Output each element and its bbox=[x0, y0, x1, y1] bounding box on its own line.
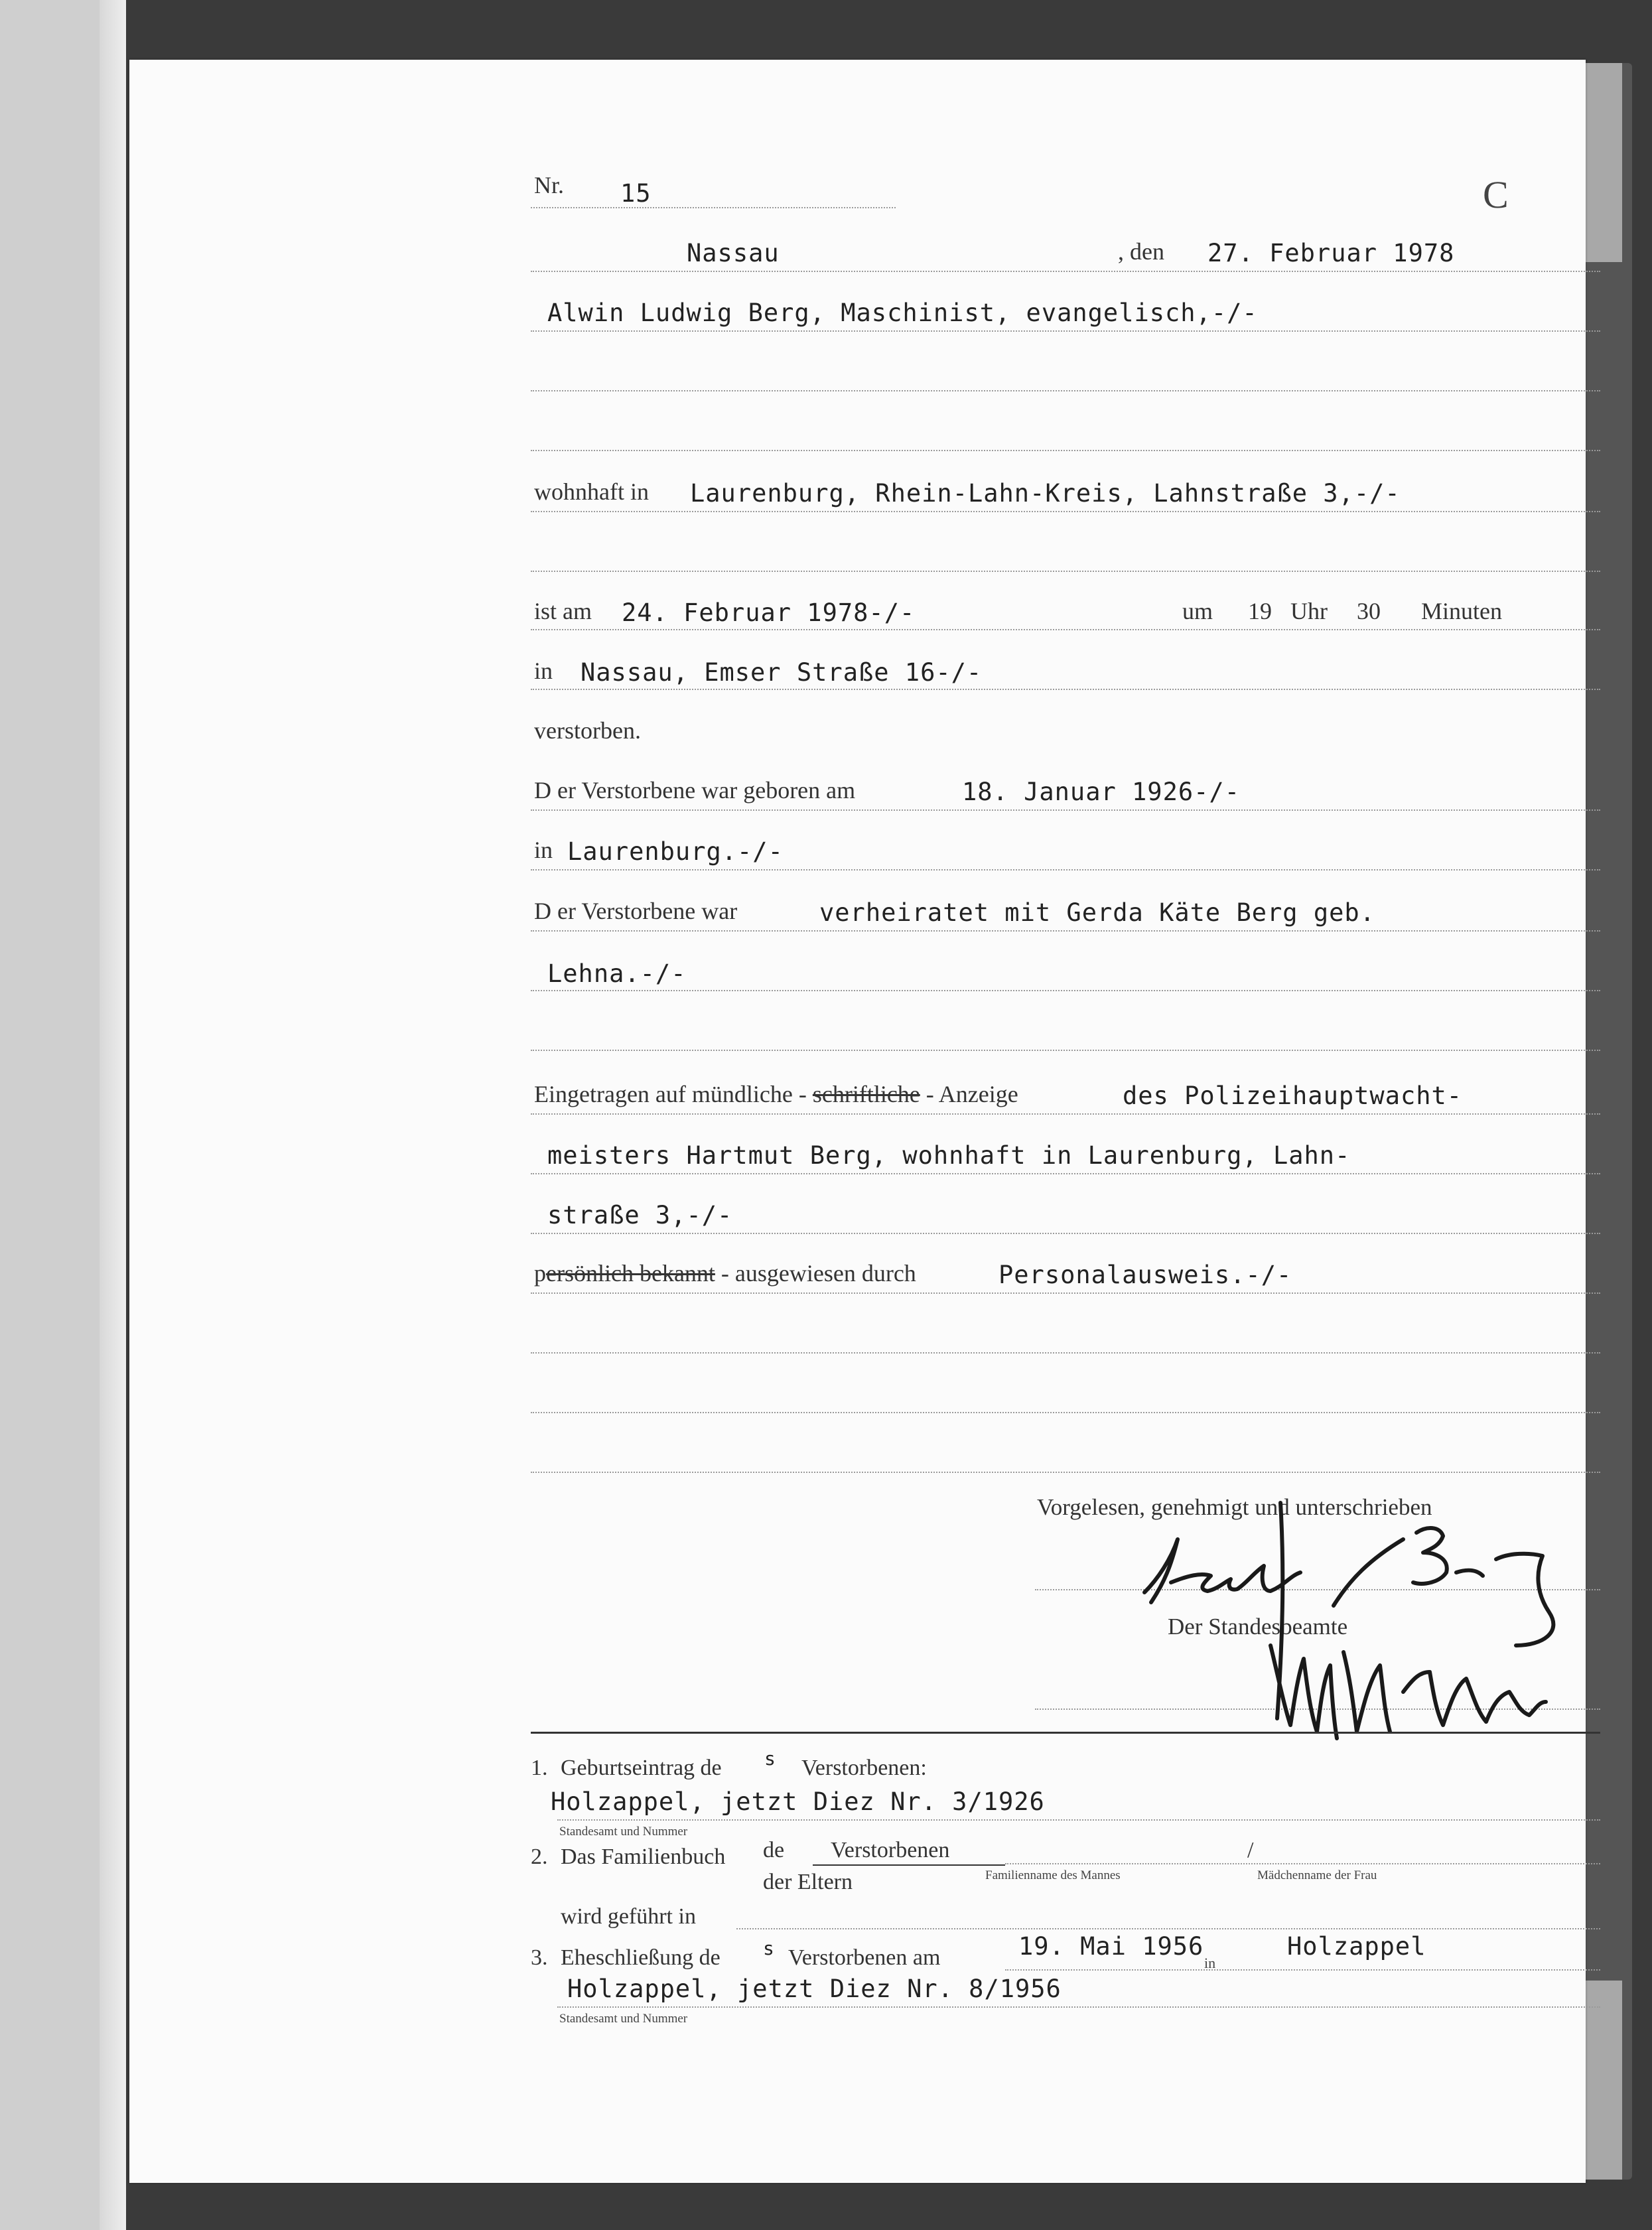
id-struck-known: ersönlich bekannt bbox=[546, 1260, 715, 1287]
uhr-label: Uhr bbox=[1290, 598, 1328, 624]
family-book-eltern: der Eltern bbox=[763, 1870, 853, 1894]
nr-value: 15 bbox=[620, 179, 652, 208]
marriage-date: 19. Mai 1956 bbox=[1018, 1932, 1204, 1961]
marital-line-1 bbox=[531, 930, 1600, 932]
den-label: , den bbox=[1118, 238, 1164, 265]
verstorben-label: verstorben. bbox=[534, 717, 641, 744]
corner-protector-top bbox=[1582, 63, 1622, 262]
place-value: Nassau bbox=[687, 239, 780, 267]
birth-in-label: in bbox=[534, 837, 553, 863]
marriage-in-label: in bbox=[1204, 1955, 1216, 1971]
registration-line-2 bbox=[531, 1173, 1600, 1174]
blank-line-2 bbox=[531, 1050, 1600, 1051]
marriage-place: Holzappel bbox=[1287, 1932, 1426, 1961]
identification-label bbox=[534, 1259, 916, 1287]
footnote-3-number: 3. bbox=[531, 1945, 548, 1970]
wird-gefuehrt-label: wird geführt in bbox=[561, 1904, 696, 1929]
office-number-caption-1: Standesamt und Nummer bbox=[559, 1825, 688, 1839]
minuten-label: Minuten bbox=[1421, 598, 1502, 624]
registration-label bbox=[534, 1080, 1018, 1108]
maedchenname-frau-caption: Mädchenname der Frau bbox=[1257, 1868, 1377, 1882]
informant-line2: meisters Hartmut Berg, wohnhaft in Laurenburg, Lahn- bbox=[547, 1141, 1351, 1170]
informant-line3: straße 3,-/- bbox=[547, 1201, 733, 1229]
family-name-line bbox=[1005, 1863, 1600, 1864]
book-gutter bbox=[100, 0, 126, 2230]
birth-place-line bbox=[531, 869, 1600, 871]
marital-value-line1: verheiratet mit Gerda Käte Berg geb. bbox=[819, 898, 1375, 927]
id-label: - ausgewiesen durch bbox=[721, 1260, 916, 1287]
birth-entry-label: Geburtseintrag de bbox=[561, 1756, 722, 1780]
informant-line1: des Polizeihauptwacht- bbox=[1123, 1081, 1463, 1110]
blank-line-1 bbox=[531, 571, 1600, 572]
blank-line-3 bbox=[531, 1352, 1600, 1354]
wohnhaft-label: wohnhaft in bbox=[534, 478, 649, 505]
date-line bbox=[531, 271, 1600, 272]
footnote-separator bbox=[531, 1732, 1600, 1734]
blank-line-4 bbox=[531, 1412, 1600, 1413]
book-cover-edge bbox=[1586, 63, 1632, 2180]
birth-entry-value: Holzappel, jetzt Diez Nr. 3/1926 bbox=[551, 1787, 1045, 1816]
death-place: Nassau, Emser Straße 16-/- bbox=[581, 658, 983, 687]
id-line bbox=[531, 1292, 1600, 1294]
birth-label: D er Verstorbene war geboren am bbox=[534, 777, 856, 803]
familienname-mannes-caption: Familienname des Mannes bbox=[985, 1868, 1121, 1882]
corner-protector-bottom bbox=[1582, 1981, 1622, 2180]
marriage-label: Eheschließung de bbox=[561, 1945, 721, 1970]
marriage-suffix: s bbox=[763, 1937, 775, 1959]
birth-date-line bbox=[531, 809, 1600, 811]
footnote-1-number: 1. bbox=[531, 1756, 548, 1780]
person-dotted-line-2 bbox=[531, 390, 1600, 391]
nr-line bbox=[531, 207, 896, 208]
id-prefix: p bbox=[534, 1260, 546, 1287]
handwritten-signatures bbox=[1071, 1440, 1589, 1772]
registration-label-a: Eingetragen auf mündliche - bbox=[534, 1081, 807, 1107]
family-book-de: de bbox=[763, 1838, 785, 1862]
marital-label: D er Verstorbene war bbox=[534, 898, 738, 924]
registration-line-1 bbox=[531, 1113, 1600, 1115]
death-in-label: in bbox=[534, 658, 553, 684]
read-approved-text: Vorgelesen, genehmigt und unterschrieben bbox=[1037, 1494, 1432, 1520]
birth-place: Laurenburg.-/- bbox=[567, 837, 784, 866]
person-dotted-line-3 bbox=[531, 450, 1600, 451]
marriage-entry-value: Holzappel, jetzt Diez Nr. 8/1956 bbox=[567, 1975, 1062, 2003]
ist-am-label: ist am bbox=[534, 598, 592, 624]
marital-line-2 bbox=[531, 990, 1600, 991]
death-hour: 19 bbox=[1248, 598, 1272, 624]
registration-struck-written: schriftliche bbox=[812, 1081, 920, 1107]
register-page bbox=[129, 60, 1586, 2183]
person-dotted-line-1 bbox=[531, 330, 1600, 332]
nr-label: Nr. bbox=[534, 172, 564, 198]
um-label: um bbox=[1182, 598, 1213, 624]
marriage-label-b: Verstorbenen am bbox=[788, 1945, 941, 1970]
birth-date: 18. Januar 1926-/- bbox=[962, 778, 1240, 806]
registrar-label: Der Standesbeamte bbox=[1168, 1614, 1348, 1639]
birth-entry-label-b: Verstorbenen: bbox=[801, 1756, 927, 1780]
wird-gefuehrt-line bbox=[736, 1928, 1600, 1929]
family-slash: / bbox=[1247, 1838, 1254, 1862]
birth-entry-line bbox=[557, 1819, 1600, 1821]
id-value: Personalausweis.-/- bbox=[998, 1261, 1292, 1289]
death-date: 24. Februar 1978-/- bbox=[622, 598, 916, 627]
death-minutes: 30 bbox=[1357, 598, 1381, 624]
office-number-caption-2: Standesamt und Nummer bbox=[559, 2012, 688, 2026]
wohnhaft-value: Laurenburg, Rhein-Lahn-Kreis, Lahnstraße 3,-/- bbox=[690, 479, 1401, 508]
registration-line-3 bbox=[531, 1233, 1600, 1234]
death-date-line bbox=[531, 629, 1600, 630]
marital-value-line2: Lehna.-/- bbox=[547, 959, 687, 988]
marriage-entry-line bbox=[557, 2006, 1600, 2008]
footnote-2-number: 2. bbox=[531, 1845, 548, 1869]
marriage-date-line bbox=[1005, 1969, 1600, 1971]
series-letter: C bbox=[1483, 173, 1509, 216]
birth-entry-suffix: s bbox=[764, 1748, 776, 1770]
family-book-label: Das Familienbuch bbox=[561, 1845, 726, 1869]
family-book-verstorbenen: Verstorbenen bbox=[831, 1838, 950, 1862]
verstorbenen-underline bbox=[813, 1864, 1005, 1866]
person-line: Alwin Ludwig Berg, Maschinist, evangelisch,-/- bbox=[547, 299, 1258, 327]
entry-date: 27. Februar 1978 bbox=[1207, 239, 1455, 267]
registration-label-b: - Anzeige bbox=[926, 1081, 1018, 1107]
death-place-line bbox=[531, 689, 1600, 690]
wohnhaft-line bbox=[531, 511, 1600, 512]
